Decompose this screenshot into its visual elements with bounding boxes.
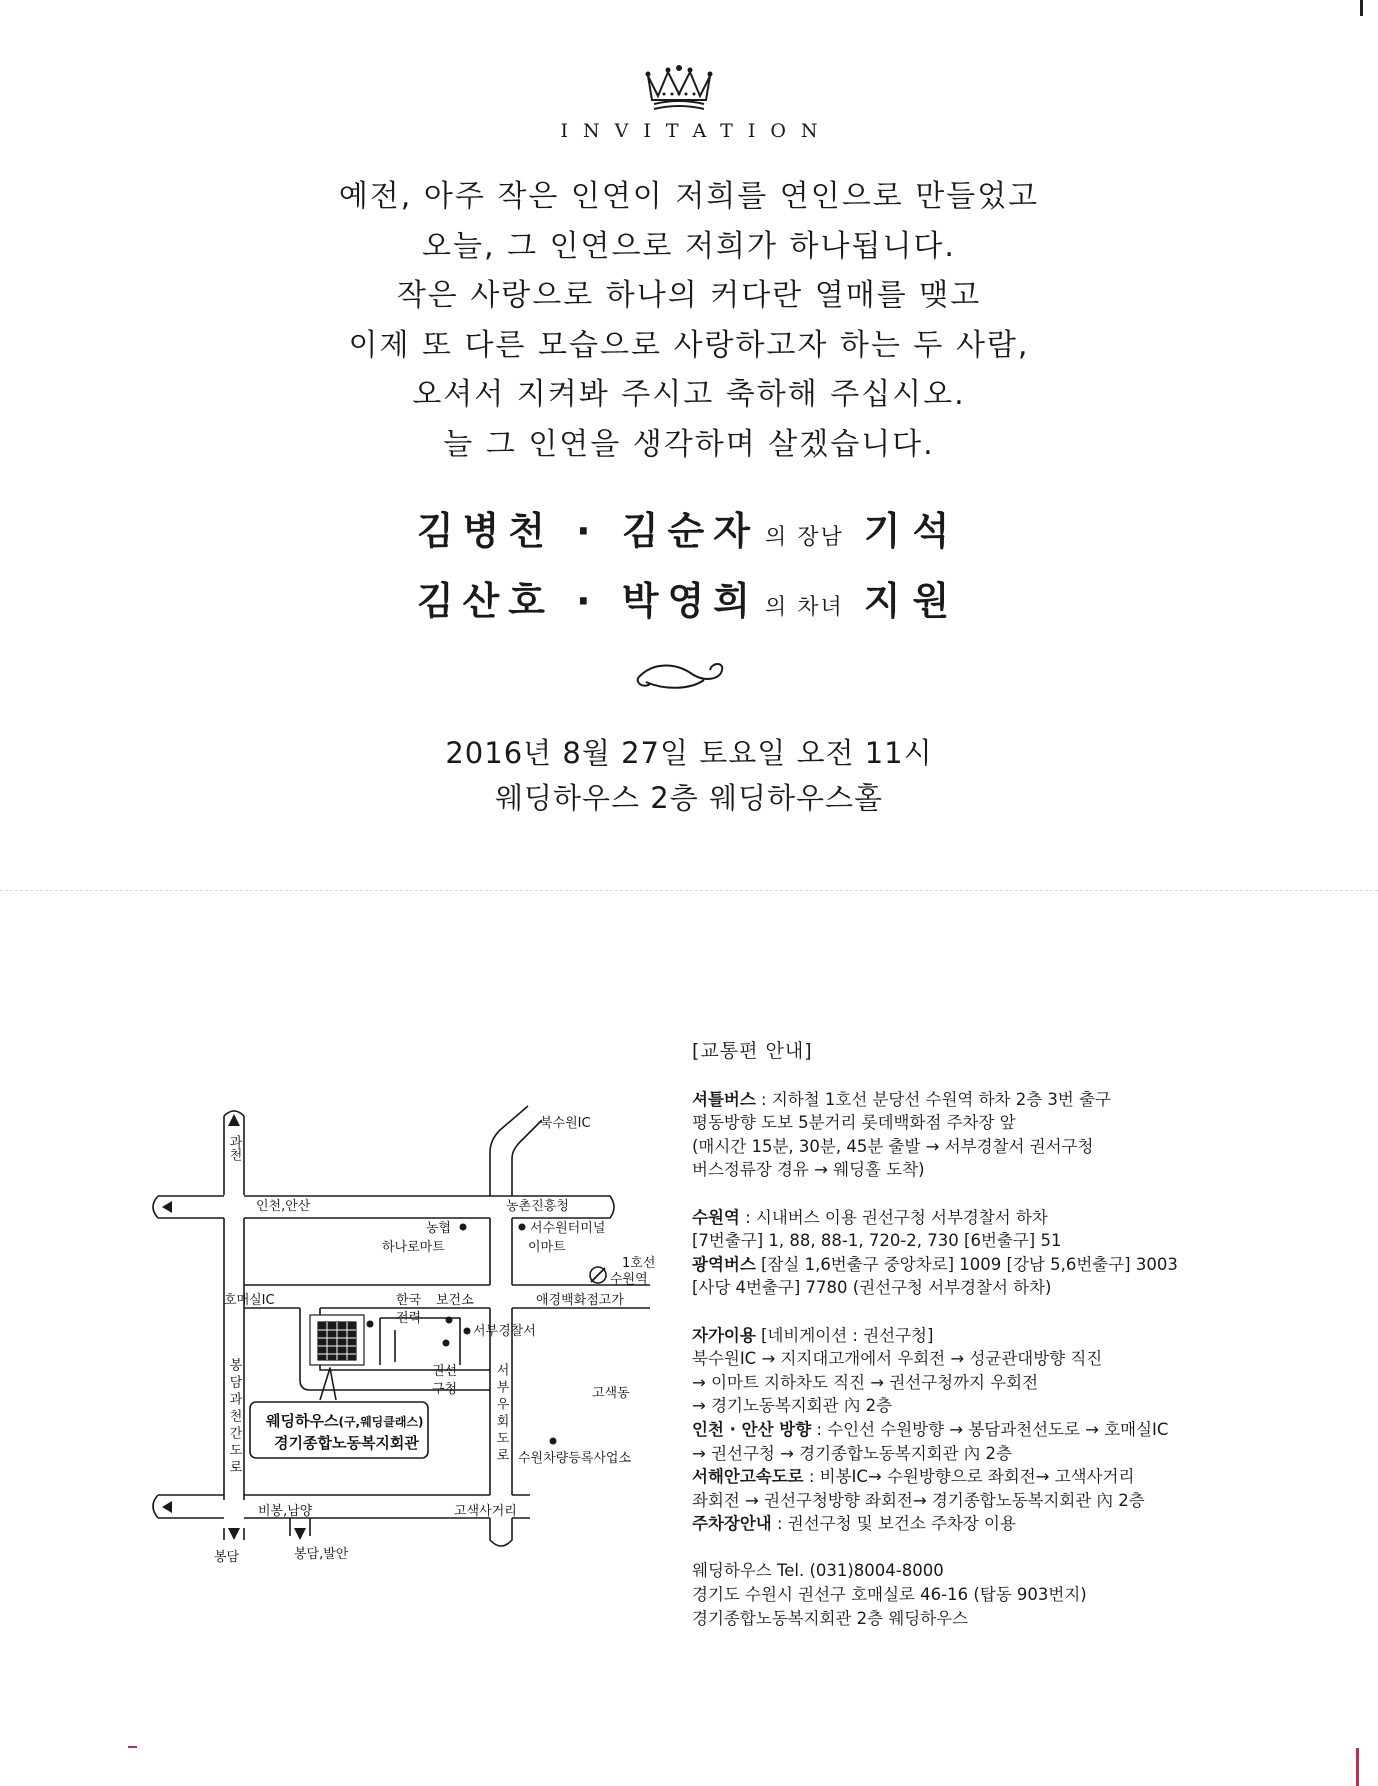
transport-text: 버스정류장 경유 → 웨딩홀 도착)	[692, 1160, 925, 1180]
map-label: 호매실IC	[224, 1293, 275, 1308]
venue-name: 웨딩하우스	[266, 1412, 339, 1430]
transport-text: : 지하철 1호선 분당선 수원역 하차 2층 3번 출구	[755, 1089, 1111, 1109]
map-label: 고색사거리	[454, 1504, 517, 1519]
transport-text: : 비봉IC→ 수원방향으로 좌회전→ 고색사거리	[803, 1467, 1135, 1487]
parking-label: 주차장안내	[692, 1514, 772, 1534]
map-label: 권선	[432, 1364, 458, 1379]
contact-building: 경기종합노동복지회관 2층 웨딩하우스	[692, 1608, 969, 1628]
map-label: 전력	[396, 1311, 422, 1326]
map-label: 고색동	[592, 1386, 630, 1401]
bride-name: 지원	[863, 579, 962, 623]
groom-name: 기석	[863, 509, 962, 553]
map-label: 봉담과천간도로	[226, 1358, 242, 1477]
transport-text: 북수원IC → 지지대고개에서 우회전 → 성균관대방향 직진	[692, 1349, 1103, 1369]
scan-edge-mark	[128, 1746, 137, 1748]
map-label: 1호선	[622, 1256, 656, 1271]
poem-line: 늘 그 인연을 생각하며 살겠습니다.	[443, 426, 935, 462]
bride-family	[0, 570, 1378, 625]
event-datetime: 2016년 8월 27일 토요일 오전 11시	[445, 736, 933, 770]
map-label: 구청	[432, 1382, 458, 1397]
contact-phone: 웨딩하우스 Tel. (031)8004-8000	[692, 1561, 944, 1581]
bride-parents: 김산호 · 박영희	[416, 579, 759, 623]
invitation-poem	[0, 172, 1378, 469]
map-label: 이마트	[528, 1240, 566, 1255]
map-label: 북수원IC	[540, 1116, 591, 1131]
flourish-ornament-icon	[634, 656, 730, 694]
metro-bus-label: 광역버스	[692, 1254, 756, 1274]
transport-heading: [교통편 안내]	[692, 1040, 813, 1062]
map-label: 보건소	[436, 1293, 474, 1308]
suwon-label: 수원역	[692, 1207, 740, 1227]
poem-line: 작은 사랑으로 하나의 커다란 열매를 맺고	[396, 278, 982, 313]
bride-relation: 의 차녀	[764, 595, 844, 620]
map-label: 하나로마트	[382, 1240, 445, 1255]
map-label: 수원차량등록사업소	[518, 1451, 632, 1466]
map-label: 봉담	[214, 1550, 240, 1565]
groom-parents: 김병천 · 김순자	[416, 509, 759, 553]
venue-building: 경기종합노동복지회관	[274, 1434, 419, 1452]
map-label: 인천,안산	[256, 1199, 311, 1214]
map-label: 애경백화점고가	[536, 1293, 624, 1308]
transport-text: : 시내버스 이용 권선구청 서부경찰서 하차	[739, 1207, 1048, 1227]
map-label: 서부우회도로	[493, 1363, 509, 1465]
poem-line: 오늘, 그 인연으로 저희가 하나됩니다.	[422, 228, 956, 264]
map-label: 비봉,남양	[258, 1504, 313, 1519]
transport-text: [7번출구] 1, 88, 88-1, 720-2, 730 [6번출구] 51	[692, 1231, 1062, 1251]
map-label: 한국	[396, 1293, 422, 1308]
scan-edge-mark	[1360, 0, 1363, 16]
groom-family	[0, 500, 1378, 555]
map-label: 서수원터미널	[530, 1221, 606, 1236]
transport-text: → 이마트 지하차도 직진 → 권선구청까지 우회전	[692, 1372, 1039, 1392]
transport-text: [네비게이션 : 권선구청]	[755, 1325, 934, 1345]
transport-text: (매시간 15분, 30분, 45분 출발 → 서부경찰서 권서구청	[692, 1136, 1094, 1156]
svg-text:웨딩하우스(구,웨딩클래스)	[266, 1412, 424, 1430]
transport-text: [사당 4번출구] 7780 (권선구청 서부경찰서 하차)	[692, 1278, 1052, 1298]
crown-icon	[642, 64, 716, 114]
venue-old-name: (구,웨딩클래스)	[338, 1415, 424, 1429]
poem-line: 이제 또 다른 모습으로 사랑하고자 하는 두 사람,	[348, 327, 1030, 363]
map-label: 농촌진흥청	[506, 1199, 569, 1214]
map-label: 서부경찰서	[473, 1324, 536, 1339]
transport-text: : 수인선 수원방향 → 봉담과천선도로 → 호매실IC	[811, 1419, 1169, 1439]
incheon-label: 인천 · 안산 방향	[692, 1419, 812, 1439]
event-venue: 웨딩하우스 2층 웨딩하우스홀	[494, 781, 884, 815]
transport-text: [잠실 1,6번출구 중앙차로] 1009 [강남 5,6번출구] 3003	[755, 1254, 1178, 1274]
map-label: 농협	[426, 1221, 452, 1236]
subway-station-icon	[590, 1267, 606, 1283]
poem-line: 오셔서 지켜봐 주시고 축하해 주십시오.	[412, 377, 966, 412]
location-map	[140, 1100, 680, 1580]
transport-text: → 권선구청 → 경기종합노동복지회관 內 2층	[692, 1443, 1012, 1463]
groom-relation: 의 장남	[764, 525, 844, 550]
invitation-title: INVITATION	[560, 120, 833, 142]
map-label: 봉담,발안	[294, 1547, 349, 1562]
venue-building-icon	[310, 1315, 364, 1365]
transport-guide	[692, 1040, 1252, 1630]
transport-text: 좌회전 → 권선구청방향 좌회전→ 경기종합노동복지회관 內 2층	[692, 1490, 1145, 1510]
poem-line: 예전, 아주 작은 인연이 저희를 연인으로 만들었고	[338, 179, 1040, 214]
scan-edge-mark	[1356, 1748, 1359, 1786]
car-label: 자가이용	[692, 1325, 756, 1345]
transport-text: → 경기노동복지회관 內 2층	[692, 1396, 893, 1416]
map-label: 수원역	[610, 1272, 648, 1287]
transport-text: : 권선구청 및 보건소 주차장 이용	[771, 1514, 1016, 1534]
transport-text: 평동방향 도보 5분거리 롯데백화점 주차장 앞	[692, 1113, 1016, 1133]
map-label: 과천	[226, 1135, 242, 1161]
contact-address: 경기도 수원시 권선구 호매실로 46-16 (탑동 903번지)	[692, 1585, 1087, 1605]
shuttle-label: 셔틀버스	[692, 1089, 756, 1109]
west-coast-label: 서해안고속도로	[692, 1467, 804, 1487]
fold-divider	[0, 890, 1378, 891]
